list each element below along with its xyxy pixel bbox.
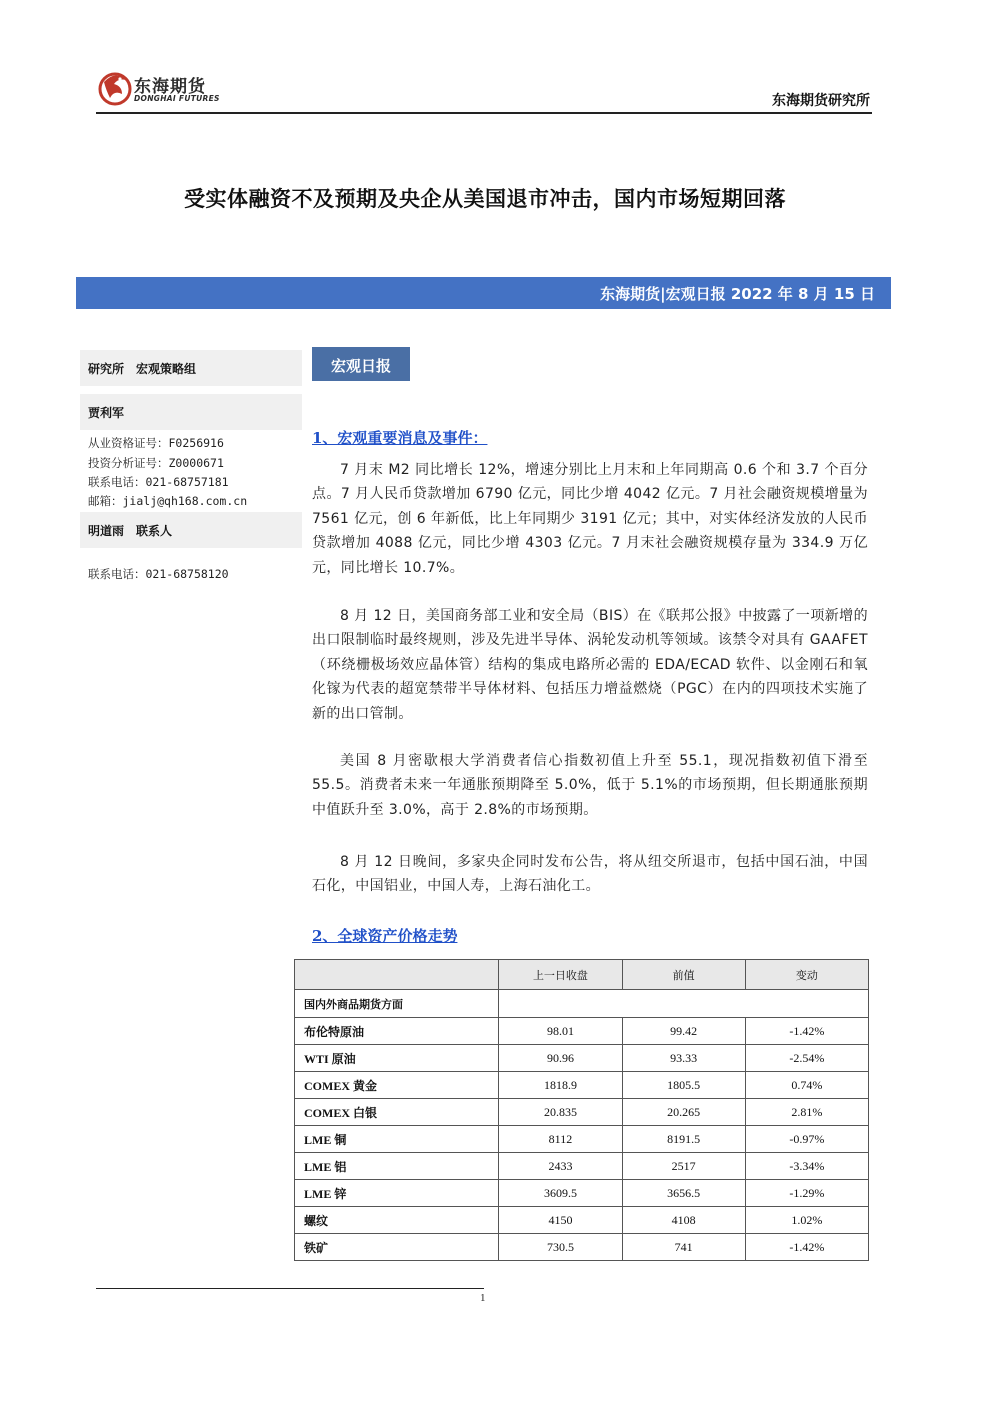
logo-english-name: DONGHAI FUTURES — [134, 94, 220, 103]
paragraph-delisting: 8 月 12 日晚间，多家央企同时发布公告，将从纽交所退市，包括中国石油，中国石化，中国铝业，中国人寿，上海石油化工。 — [312, 854, 868, 895]
banner-text: 东海期货|宏观日报 2022 年 8 月 15 日 — [600, 285, 875, 303]
table-header-blank — [295, 960, 499, 990]
table-row — [295, 1207, 869, 1234]
asset-prev: 1805.5 — [622, 1072, 745, 1099]
asset-prev: 2517 — [622, 1153, 745, 1180]
asset-change: -0.97% — [745, 1126, 868, 1153]
asset-name: 铁矿 — [295, 1234, 499, 1261]
sidebar-analyst-header — [80, 394, 302, 430]
asset-name: 布伦特原油 — [295, 1018, 499, 1045]
asset-change: -1.42% — [745, 1018, 868, 1045]
asset-prev: 93.33 — [622, 1045, 745, 1072]
header-divider — [96, 112, 872, 114]
contact-name: 明道雨 联系人 — [88, 524, 173, 538]
asset-close: 1818.9 — [499, 1072, 622, 1099]
paragraph-consumer-sentiment: 美国 8 月密歇根大学消费者信心指数初值上升至 55.1，现况指数初值下滑至 55.5。消费者未来一年通胀预期降至 5.0%，低于 5.1%的市场预期，但长期通胀预期中值跃升至 3.0%，高于 2.8%的市场预期。 — [312, 753, 868, 818]
asset-close: 8112 — [499, 1126, 622, 1153]
sidebar-contact-header — [80, 512, 302, 548]
table-row — [295, 1045, 869, 1072]
asset-price-table — [294, 959, 869, 1261]
asset-name: LME 铜 — [295, 1126, 499, 1153]
analyst-license: 从业资格证号：F0256916 — [88, 436, 224, 450]
table-row — [295, 1153, 869, 1180]
table-row — [295, 1072, 869, 1099]
asset-close: 98.01 — [499, 1018, 622, 1045]
asset-close: 2433 — [499, 1153, 622, 1180]
asset-change: -3.34% — [745, 1153, 868, 1180]
asset-name: LME 锌 — [295, 1180, 499, 1207]
asset-name: COMEX 黄金 — [295, 1072, 499, 1099]
analyst-name: 贾利军 — [88, 406, 125, 420]
footer-divider — [96, 1288, 484, 1289]
page-number: 1 — [480, 1292, 486, 1304]
header-organization: 东海期货研究所 — [772, 93, 870, 109]
table-header-row — [295, 960, 869, 990]
asset-prev: 3656.5 — [622, 1180, 745, 1207]
asset-change: -1.29% — [745, 1180, 868, 1207]
asset-change: -1.42% — [745, 1234, 868, 1261]
paragraph-export-control: 8 月 12 日，美国商务部工业和安全局（BIS）在《联邦公报》中披露了一项新增的出口限制临时最终规则，涉及先进半导体、涡轮发动机等领域。该禁令对具有 GAAFET（环绕栅极场效应晶体管）结构的集成电路所必需的 EDA/ECAD 软件、以金刚石和氧化镓为代表的超宽禁带半导体材料、包括压力增益燃烧（PGC）在内的四项技术实施了新的出口管制。 — [312, 608, 868, 722]
report-title: 受实体融资不及预期及央企从美国退市冲击，国内市场短期回落 — [184, 186, 786, 211]
section-heading-macro-news: 1、宏观重要消息及事件： — [312, 429, 488, 447]
table-row — [295, 1126, 869, 1153]
table-header-change: 变动 — [745, 960, 868, 990]
asset-close: 4150 — [499, 1207, 622, 1234]
report-type-label: 宏观日报 — [330, 357, 391, 375]
table-row — [295, 1234, 869, 1261]
asset-prev: 20.265 — [622, 1099, 745, 1126]
asset-close: 90.96 — [499, 1045, 622, 1072]
report-type-tag — [312, 347, 410, 381]
asset-name: 螺纹 — [295, 1207, 499, 1234]
table-row — [295, 1099, 869, 1126]
asset-change: 0.74% — [745, 1072, 868, 1099]
paragraph-m2-credit: 7 月末 M2 同比增长 12%，增速分别比上月末和上年同期高 0.6 个和 3.7 个百分点。7 月人民币贷款增加 6790 亿元，同比少增 4042 亿元。7 月社会融资规模增量为 7561 亿元，创 6 年新低，比上年同期少 3191 亿元；其中，对实体经济发放的人民币贷款增加 4088 亿元，同比少增 4303 亿元。7 月末社会融资规模存量为 334.9 万亿元，同比增长 10.7%。 — [312, 462, 868, 576]
asset-prev: 99.42 — [622, 1018, 745, 1045]
asset-name: COMEX 白银 — [295, 1099, 499, 1126]
section-heading-asset-prices: 2、全球资产价格走势 — [312, 927, 458, 945]
table-header-prev: 前值 — [622, 960, 745, 990]
asset-close: 3609.5 — [499, 1180, 622, 1207]
asset-prev: 741 — [622, 1234, 745, 1261]
analyst-investment-license: 投资分析证号：Z0000671 — [88, 456, 224, 470]
dragon-logo-icon — [96, 68, 134, 108]
asset-prev: 4108 — [622, 1207, 745, 1234]
table-row — [295, 1180, 869, 1207]
sidebar-dept: 研究所 宏观策略组 — [88, 362, 197, 376]
asset-close: 20.835 — [499, 1099, 622, 1126]
asset-close: 730.5 — [499, 1234, 622, 1261]
logo-chinese-name: 东海期货 — [134, 77, 206, 97]
analyst-phone: 联系电话：021-68757181 — [88, 475, 229, 489]
table-header-close: 上一日收盘 — [499, 960, 622, 990]
asset-change: 2.81% — [745, 1099, 868, 1126]
asset-change: -2.54% — [745, 1045, 868, 1072]
table-section-label: 国内外商品期货方面 — [295, 990, 499, 1018]
contact-phone: 联系电话：021-68758120 — [88, 567, 229, 581]
report-banner — [76, 277, 891, 309]
asset-name: WTI 原油 — [295, 1045, 499, 1072]
table-row — [295, 1018, 869, 1045]
asset-prev: 8191.5 — [622, 1126, 745, 1153]
table-section-row — [295, 990, 869, 1018]
table-section-empty — [499, 990, 869, 1018]
sidebar-dept-header — [80, 350, 302, 386]
asset-name: LME 铝 — [295, 1153, 499, 1180]
analyst-email[interactable]: 邮箱：jialj@qh168.com.cn — [88, 494, 248, 508]
asset-change: 1.02% — [745, 1207, 868, 1234]
company-logo — [96, 68, 236, 110]
